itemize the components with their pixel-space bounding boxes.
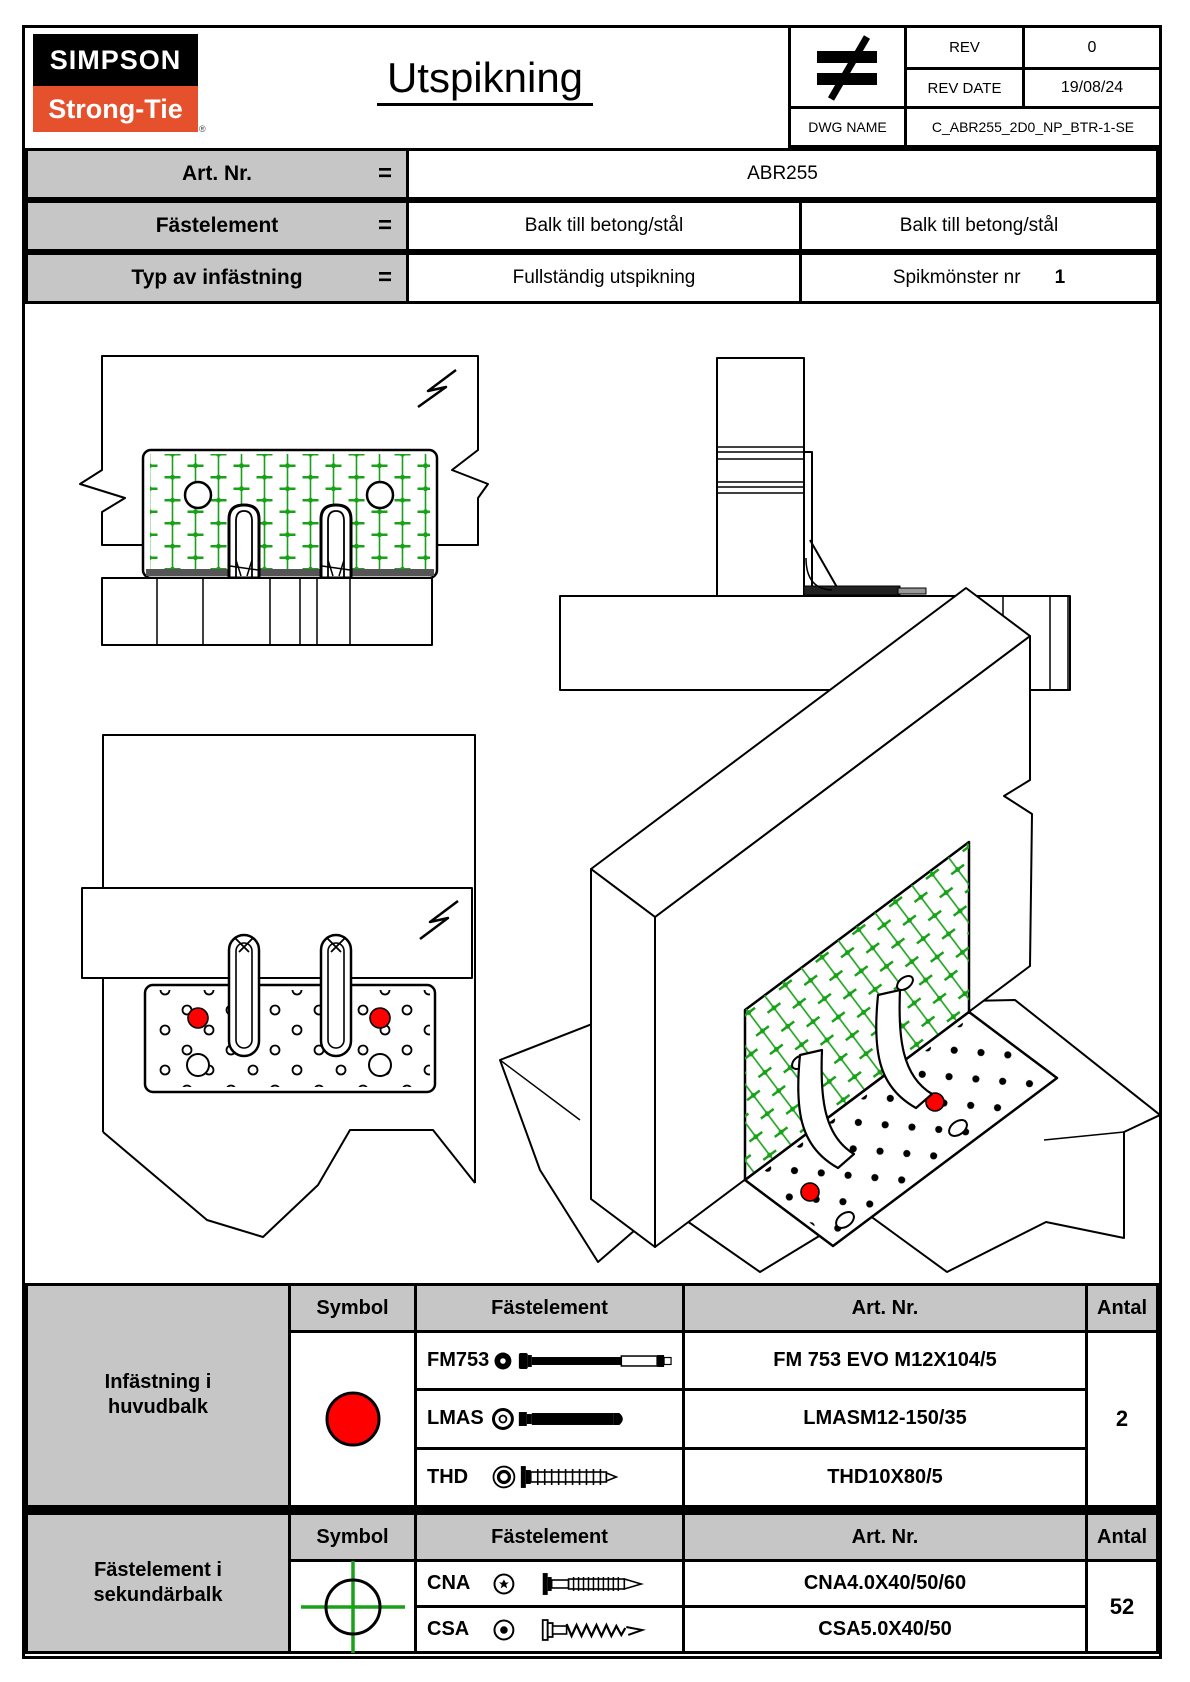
header-symbol: Symbol: [291, 1515, 414, 1559]
spikmonster-label: Spikmönster nr: [892, 267, 1021, 288]
spikmonster-cell: [802, 255, 1156, 301]
header-antal: Antal: [1088, 1286, 1156, 1330]
csa-screw-icon: [491, 1611, 682, 1649]
fastelement-label: Fästelement: [155, 214, 279, 237]
artnr-thd: THD10X80/5: [685, 1450, 1085, 1505]
logo-strongtie: Strong-Tie: [33, 86, 198, 132]
main-support-band: [82, 888, 472, 978]
lmas-bolt-icon: [491, 1400, 682, 1438]
fastener-fm753: [417, 1333, 682, 1388]
rev-label: REV: [907, 28, 1022, 70]
fastelement-value-right: Balk till betong/stål: [899, 215, 1059, 236]
fastelement-label-cell: [28, 203, 409, 249]
typ-label-cell: [28, 255, 409, 301]
fastener-name: CSA: [427, 1618, 470, 1640]
antal-huvudbalk: 2: [1088, 1333, 1156, 1505]
secondary-beam-end: [717, 358, 804, 596]
bottom-view: [82, 735, 475, 1237]
fastener-name: LMAS: [427, 1407, 484, 1430]
dwg-name-label: DWG NAME: [788, 109, 907, 148]
red-dot-icon: [318, 1384, 388, 1454]
anchor-symbol-red: [370, 1008, 390, 1028]
table-huvudbalk: [25, 1283, 1159, 1508]
antal-sekundarbalk: 52: [1088, 1562, 1156, 1651]
info-row-typ: [25, 252, 1159, 304]
bolt-hole: [367, 482, 393, 508]
bracket-profile: [804, 452, 926, 595]
header-symbol: Symbol: [291, 1286, 414, 1330]
symbol-nail-crosshair: [291, 1562, 414, 1651]
fastener-thd: [417, 1450, 682, 1505]
artnr-lmas: LMASM12-150/35: [685, 1391, 1085, 1446]
fm753-bolt-icon: [491, 1342, 682, 1380]
technical-drawing: [25, 304, 1159, 1283]
beam-break-outline: [103, 1130, 475, 1237]
table2-row-label: Fästelement i sekundärbalk: [28, 1515, 288, 1651]
fastener-name: CNA: [427, 1572, 471, 1594]
green-crosshair-icon: [293, 1561, 413, 1653]
main-support-front: [102, 578, 432, 645]
info-row-fastelement: [25, 200, 1159, 252]
front-view: [80, 356, 488, 645]
header-fastelement: Fästelement: [417, 1286, 682, 1330]
table1-row-label: Infästning i huvudbalk: [28, 1286, 288, 1505]
artnr-label: Art. Nr.: [181, 162, 252, 185]
not-equal-projection-icon: [815, 32, 881, 102]
rev-date-value: 19/08/24: [1022, 70, 1159, 109]
logo-simpson: SIMPSON: [33, 34, 198, 86]
header-antal: Antal: [1088, 1515, 1156, 1559]
plate-bottom-edge: [146, 569, 434, 576]
fastener-lmas: [417, 1391, 682, 1446]
info-row-artnr: [25, 148, 1159, 200]
fastener-cna: [417, 1562, 682, 1605]
fastelement-value-left: Balk till betong/stål: [409, 203, 802, 249]
equals-sign: =: [377, 212, 392, 239]
rev-date-label: REV DATE: [907, 70, 1022, 109]
fastener-name: THD: [427, 1465, 469, 1488]
artnr-fm753: FM 753 EVO M12X104/5: [685, 1333, 1085, 1388]
fastener-csa: [417, 1608, 682, 1651]
page-title: [225, 54, 745, 102]
drawing-sheet: [22, 25, 1162, 1659]
fastener-name: FM753: [427, 1349, 490, 1372]
table-sekundarbalk: [25, 1512, 1159, 1654]
equals-sign: =: [377, 160, 392, 187]
artnr-label-cell: [28, 151, 409, 197]
header-artnr: Art. Nr.: [685, 1515, 1085, 1559]
tab-slot-bottom: [229, 935, 259, 1056]
anchor-symbol-red: [188, 1008, 208, 1028]
projection-symbol-cell: [788, 28, 907, 109]
rev-value: 0: [1022, 28, 1159, 70]
bolt-hole: [185, 482, 211, 508]
large-hole: [369, 1054, 391, 1076]
tab-slot: [229, 505, 259, 578]
dwg-name-value: C_ABR255_2D0_NP_BTR-1-SE: [907, 109, 1159, 148]
anchor-symbol-red: [801, 1183, 819, 1201]
typ-value-left: Fullständig utspikning: [409, 255, 802, 301]
equals-sign: =: [377, 264, 392, 291]
symbol-red-dot: [291, 1333, 414, 1505]
tab-slot-bottom: [321, 935, 351, 1056]
artnr-csa: CSA5.0X40/50: [685, 1608, 1085, 1651]
page-title-text: Utspikning: [377, 54, 593, 106]
spikmonster-number: 1: [1054, 267, 1066, 288]
typ-label: Typ av infästning: [131, 266, 303, 289]
secondary-beam-iso-end: [591, 869, 655, 1247]
large-hole: [187, 1054, 209, 1076]
tab-slot: [321, 505, 351, 578]
cna-nail-icon: [491, 1565, 682, 1603]
registered-mark: ®: [199, 124, 206, 134]
artnr-cna: CNA4.0X40/50/60: [685, 1562, 1085, 1605]
header-artnr: Art. Nr.: [685, 1286, 1085, 1330]
drawing-panel: [25, 304, 1159, 1283]
thd-screw-anchor-icon: [491, 1458, 682, 1496]
nail-pattern-front: [150, 454, 430, 570]
artnr-value: ABR255: [747, 163, 818, 184]
header-fastelement: Fästelement: [417, 1515, 682, 1559]
